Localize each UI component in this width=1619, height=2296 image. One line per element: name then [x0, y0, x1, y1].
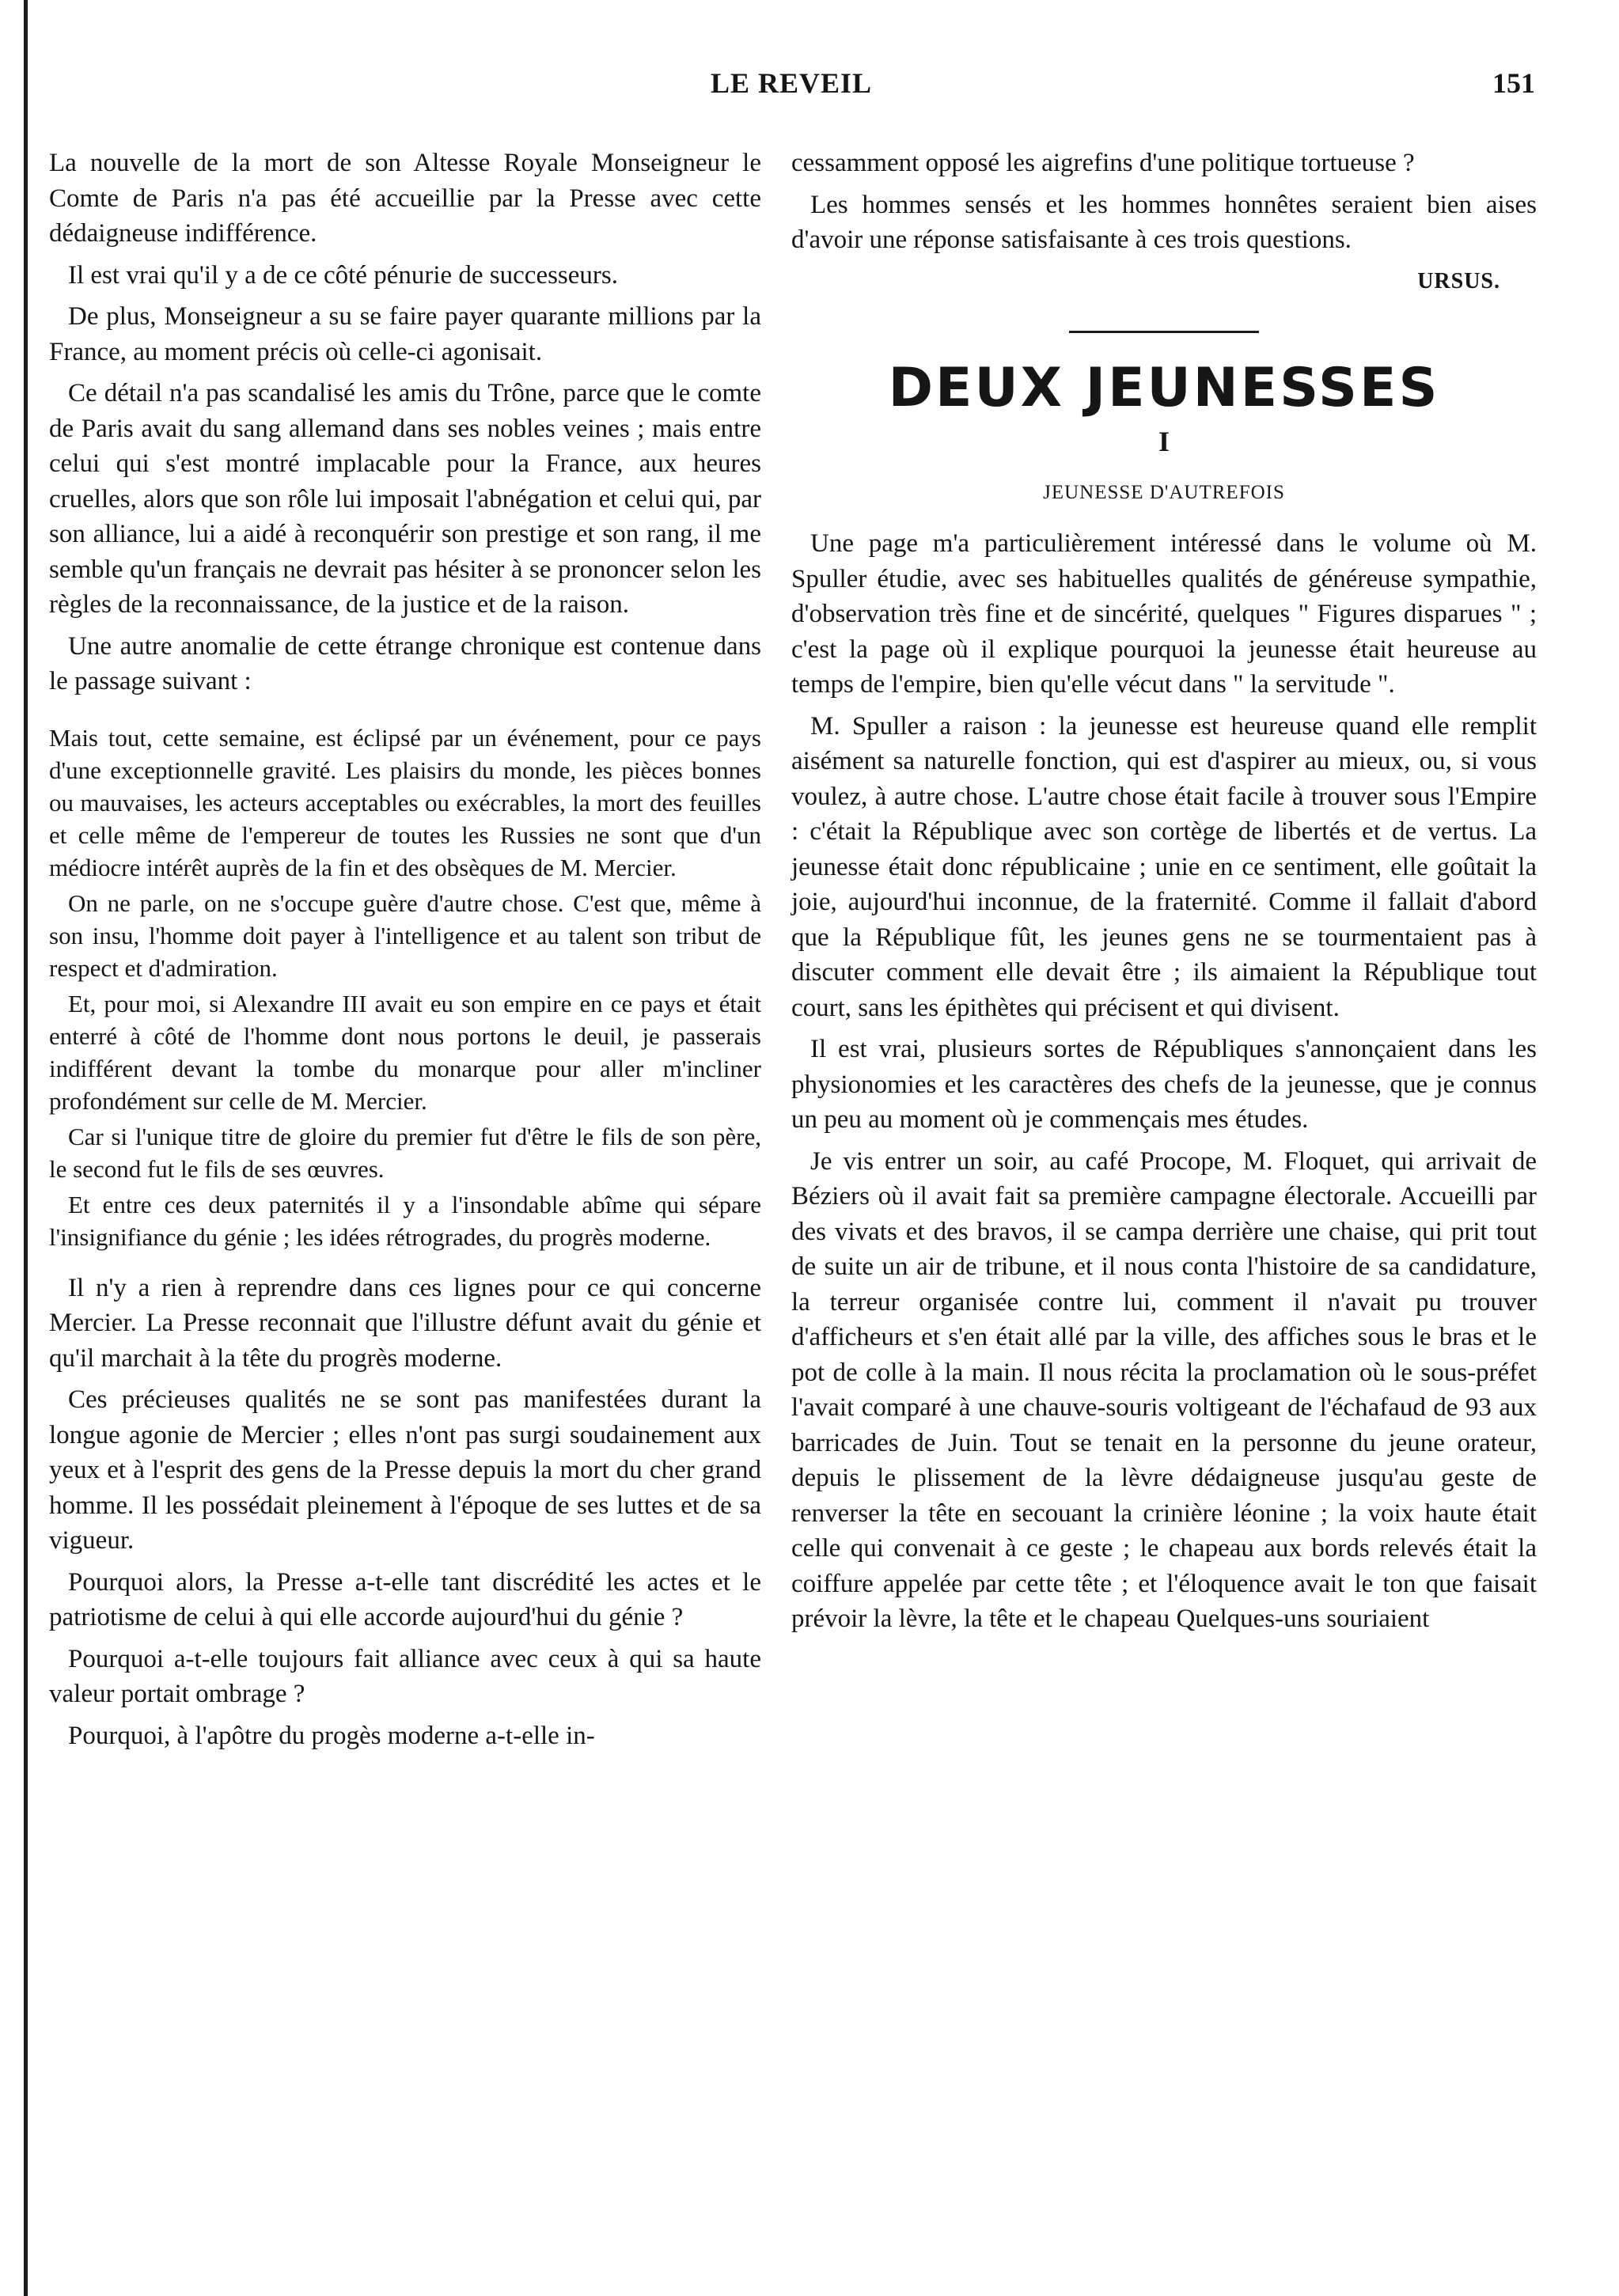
quoted-passage	[49, 722, 761, 1253]
quote-paragraph: Mais tout, cette semaine, est éclipsé par un événement, pour ce pays d'une exceptionnelle gravité. Les plaisirs du monde, les pièces bonnes ou mauvaises, les acteurs acceptables ou exécrables, la mort des feuilles et celle même de l'empereur de toutes les Russies ne sont que d'un médiocre intérêt auprès de la fin et des obsèques de M. Mercier.	[49, 723, 761, 881]
paragraph: cessamment opposé les aigrefins d'une politique tortueuse ?	[791, 149, 1415, 177]
section-divider	[1069, 331, 1259, 333]
paragraph: De plus, Monseigneur a su se faire payer quarante millions par la France, au moment précis où celle-ci agonisait.	[49, 302, 761, 366]
paragraph: La nouvelle de la mort de son Altesse Royale Monseigneur le Comte de Paris n'a pas été accueillie par la Presse avec cette dédaigneuse indifférence.	[49, 149, 761, 248]
right-column	[791, 146, 1537, 1643]
section-heading: JEUNESSE D'AUTREFOIS	[1043, 482, 1285, 503]
paragraph: Il est vrai, plusieurs sortes de Républiques s'annonçaient dans les physionomies et les caractères des chefs de la jeunesse, que je connus un peu au moment où je commençais mes études.	[791, 1035, 1537, 1134]
paragraph: Je vis entrer un soir, au café Procope, M. Floquet, qui arrivait de Béziers où il avait fait sa première campagne électorale. Accueilli par des vivats et des bravos, il se campa derrière une chaise, qui prit tout de suite un air de tribune, et il nous conta l'histoire de sa candidature, la terreur organisée contre lui, comment il n'avait pu trouver d'afficheurs et s'en était allé par la ville, des affiches sous le bras et le pot de colle à la main. Il nous récita la proclamation où le sous-préfet l'avait comparé à une chauve-souris voltigeant de l'échafaud de 93 aux barricades de Juin. Tout se tenait en la personne du jeune orateur, depuis le plissement de la lèvre dédaigneuse jusqu'au geste de renverser la tête en secouant la crinière léonine ; la voix haute était celle qui convenait à ce geste ; le chapeau aux bords relevés était la coiffure appelée par cette tête ; et l'éloquence avait le ton que faisait prévoir la lèvre, la tête et le chapeau Quelques-uns souriaient	[791, 1146, 1537, 1633]
quote-paragraph: Et entre ces deux paternités il y a l'insondable abîme qui sépare l'insignifiance du génie ; les idées rétrogrades, du progrès moderne.	[49, 1190, 761, 1251]
page-number: 151	[1492, 67, 1535, 99]
quote-paragraph: Car si l'unique titre de gloire du premier fut d'être le fils de son père, le second fut le fils de ses œuvres.	[49, 1122, 761, 1183]
paragraph: M. Spuller a raison : la jeunesse est heureuse quand elle remplit aisément sa naturelle fonction, qui est d'aspirer au mieux, ou, si vous voulez, à autre chose. L'autre chose était facile à trouver sous l'Empire : c'était la République avec son cortège de libertés et de vertus. La jeunesse était donc républicaine ; unie en ce sentiment, elle goûtait la joie, aujourd'hui inconnue, de la fraternité. Comme il fallait d'abord que la République fût, les jeunes gens ne se tourmentaient pas à discuter comment elle devait être ; ils aimaient la République tout court, sans les épithètes qui précisent et qui divisent.	[791, 711, 1537, 1022]
paragraph: Il n'y a rien à reprendre dans ces lignes pour ce qui concerne Mercier. La Presse reconnait que l'illustre défunt avait du génie et qu'il marchait à la tête du progrès moderne.	[49, 1273, 761, 1373]
author-signature: URSUS.	[1417, 268, 1500, 294]
paragraph: Ces précieuses qualités ne se sont pas manifestées durant la longue agonie de Mercier ; elles n'ont pas surgi soudainement aux yeux et à l'esprit des gens de la Presse depuis la mort du cher grand homme. Il les possédait pleinement à l'époque de ses luttes et de sa vigueur.	[49, 1385, 761, 1555]
part-number: I	[1158, 426, 1170, 457]
paragraph: Il est vrai qu'il y a de ce côté pénurie de successeurs.	[68, 260, 618, 290]
paragraph: Ce détail n'a pas scandalisé les amis du Trône, parce que le comte de Paris avait du sang allemand dans ses nobles veines ; mais entre celui qui s'est montré implacable pour la France, aux heures cruelles, alors que son rôle lui imposait l'abnégation et celui qui, par son alliance, lui a aidé à reconquérir son prestige et son rang, il me semble qu'un français ne devrait pas hésiter à se prononcer selon les règles de la reconnaissance, de la justice et de la raison.	[49, 379, 761, 619]
paragraph: Pourquoi a-t-elle toujours fait alliance avec ceux à qui sa haute valeur portait ombrage ?	[49, 1644, 761, 1708]
quote-paragraph: On ne parle, on ne s'occupe guère d'autre chose. C'est que, même à son insu, l'homme doit payer à l'intelligence et au talent son tribut de respect et d'admiration.	[49, 888, 761, 982]
running-head	[47, 66, 1535, 114]
paragraph: Pourquoi, à l'apôtre du progès moderne a-t-elle in-	[68, 1721, 595, 1750]
left-column	[49, 146, 761, 1760]
article-title: DEUX JEUNESSES	[888, 357, 1440, 419]
paragraph: Une autre anomalie de cette étrange chronique est contenue dans le passage suivant :	[49, 631, 761, 695]
quote-paragraph: Et, pour moi, si Alexandre III avait eu son empire en ce pays et était enterré à côté de l'homme dont nous portons le deuil, je passerais indifférent devant la tombe du monarque pour aller m'incliner profondément sur celle de M. Mercier.	[49, 989, 761, 1115]
paragraph: Pourquoi alors, la Presse a-t-elle tant discrédité les actes et le patriotisme de celui à qui elle accorde aujourd'hui du génie ?	[49, 1567, 761, 1631]
page-edge-rule	[24, 0, 28, 2296]
paragraph: Une page m'a particulièrement intéressé dans le volume où M. Spuller étudie, avec ses habituelles qualités de généreuse sympathie, d'observation très fine et de sincérité, quelques " Figures disparues " ; c'est la page où il explique pourquoi la jeunesse était heureuse au temps de l'empire, bien qu'elle vécut dans " la servitude ".	[791, 529, 1537, 699]
paragraph: Les hommes sensés et les hommes honnêtes seraient bien aises d'avoir une réponse satisfaisante à ces trois questions.	[791, 190, 1537, 254]
journal-title: LE REVEIL	[710, 67, 873, 99]
